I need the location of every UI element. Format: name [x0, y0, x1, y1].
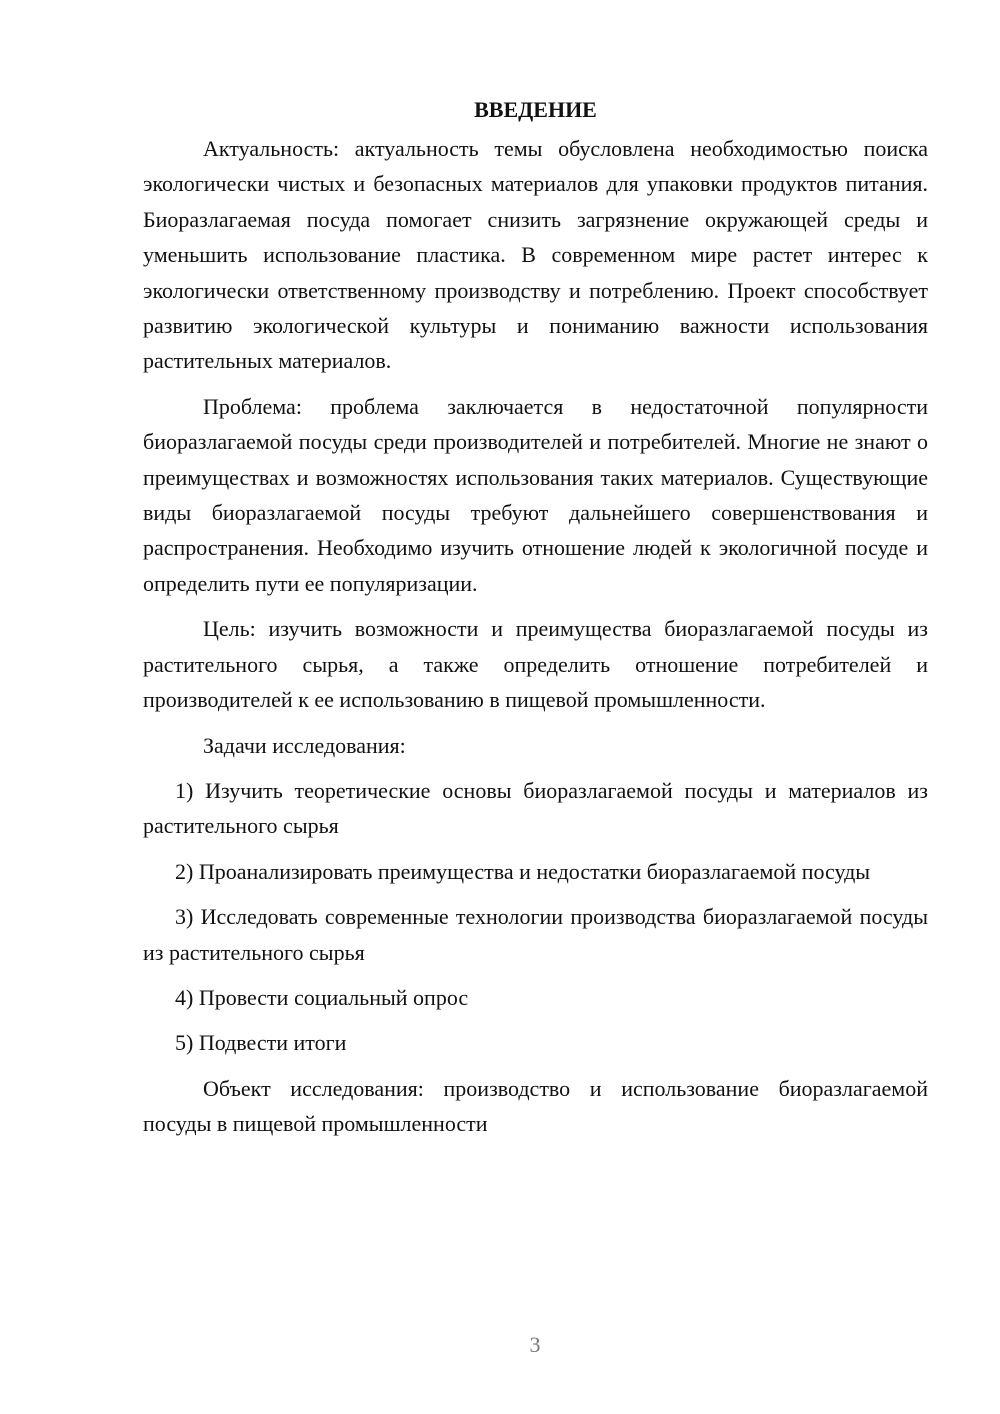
tasks-heading: Задачи исследования:: [203, 732, 406, 758]
document-page: [143, 92, 928, 1152]
task-item-4: 4) Провести социальный опрос: [175, 984, 469, 1010]
task-item-5: 5) Подвести итоги: [175, 1030, 347, 1056]
object-paragraph: Объект исследования: производство и использование биоразлагаемой посуды в пищевой промышленности: [143, 1075, 928, 1137]
relevance-paragraph: Актуальность: актуальность темы обусловлена необходимостью поиска экологически чистых и безопасных материалов для упаковки продуктов питания. Биоразлагаемая посуда помогает снизить загрязнение окружающей среды и уменьшить использование пластика. В современном мире растет интерес к экологически ответственному производству и потреблению. Проект способствует развитию экологической культуры и пониманию важности использования растительных материалов.: [143, 136, 928, 374]
task-item-1: 1) Изучить теоретические основы биоразлагаемой посуды и материалов из растительного сырья: [143, 777, 928, 839]
page-title: ВВЕДЕНИЕ: [474, 97, 597, 122]
goal-paragraph: Цель: изучить возможности и преимущества биоразлагаемой посуды из растительного сырья, а также определить отношение потребителей и производителей к ее использованию в пищевой промышленности.: [143, 616, 928, 713]
task-item-3: 3) Исследовать современные технологии производства биоразлагаемой посуды из растительного сырья: [143, 904, 928, 965]
page-number: 3: [529, 1332, 541, 1357]
task-item-2: 2) Проанализировать преимущества и недостатки биоразлагаемой посуды: [175, 858, 871, 884]
problem-paragraph: Проблема: проблема заключается в недостаточной популярности биоразлагаемой посуды среди производителей и потребителей. Многие не знают о преимуществах и возможностях использования таких материалов. Существующие виды биоразлагаемой посуды требуют дальнейшего совершенствования и распространения. Необходимо изучить отношение людей к экологичной посуде и определить пути ее популяризации.: [143, 393, 928, 596]
